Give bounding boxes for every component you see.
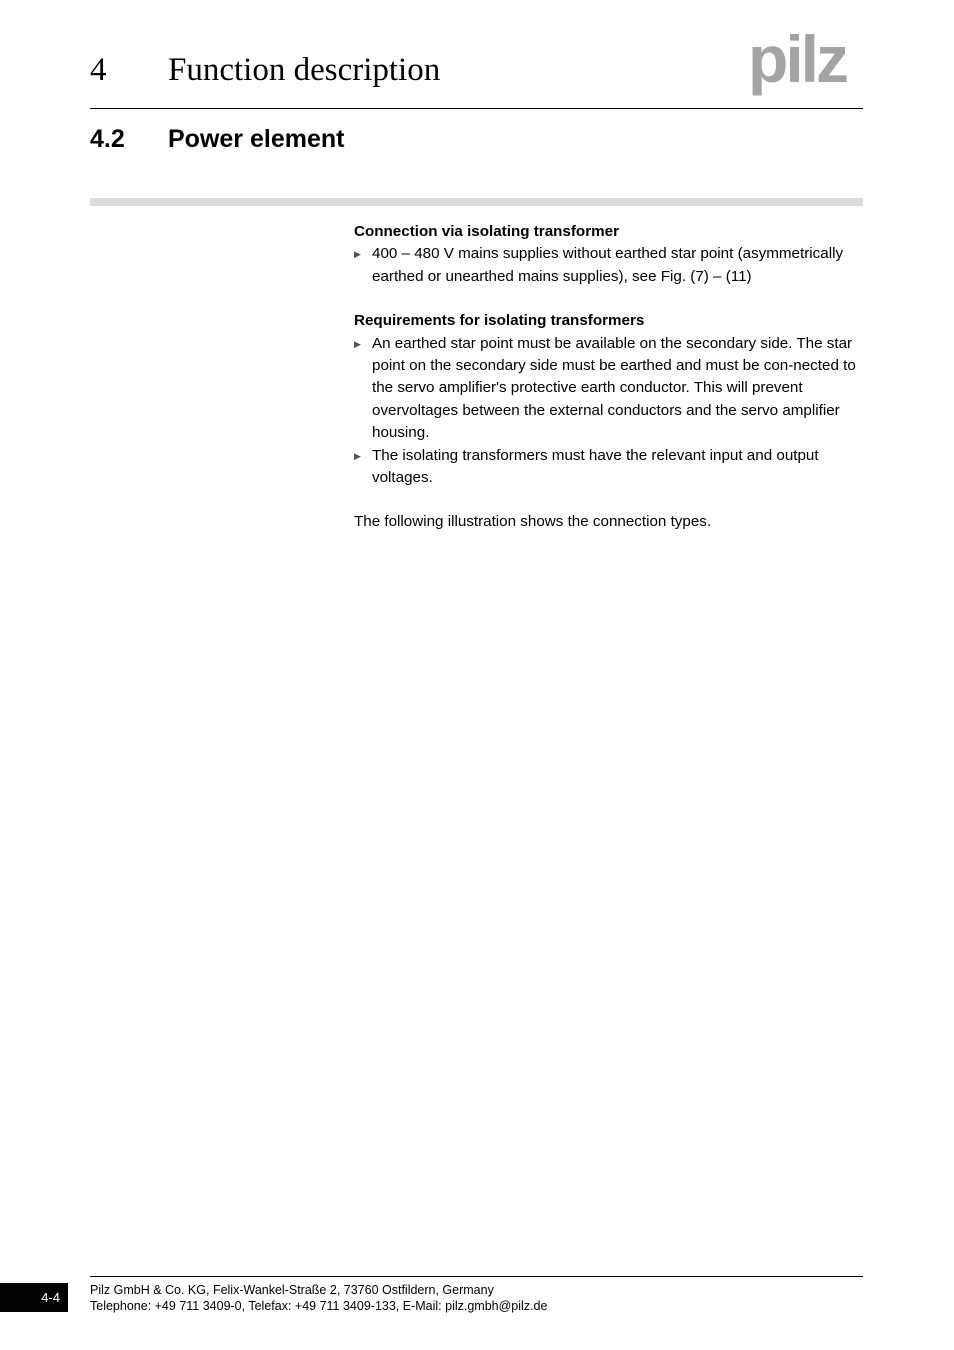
header-rule bbox=[90, 108, 863, 109]
list-item-text: The isolating transformers must have the relevant input and output voltages. bbox=[372, 446, 819, 487]
section-number: 4.2 bbox=[90, 125, 125, 153]
heading-requirements: Requirements for isolating transformers bbox=[354, 312, 645, 330]
chapter-title: Function description bbox=[168, 52, 441, 88]
list-item bbox=[354, 445, 866, 490]
body-content bbox=[354, 221, 866, 534]
closing-paragraph: The following illustration shows the connection types. bbox=[354, 513, 712, 531]
section-title: Power element bbox=[168, 125, 345, 153]
footer-line-1: Pilz GmbH & Co. KG, Felix-Wankel-Straße 2, 73760 Ostfildern, Germany bbox=[90, 1283, 494, 1297]
footer-rule bbox=[90, 1276, 863, 1277]
triangle-right-icon: ▶ bbox=[354, 450, 361, 461]
list-item-text: An earthed star point must be available on the secondary side. The star point on the secondary side must be earthed and must be con-nected to the servo amplifier's protective earth conductor. This will prevent overvoltages between the external conductors and the servo amplifier housing. bbox=[372, 334, 856, 442]
section-divider bbox=[90, 198, 863, 206]
triangle-right-icon: ▶ bbox=[354, 338, 361, 349]
bullet-list-requirements bbox=[354, 333, 866, 490]
footer-address bbox=[90, 1282, 547, 1314]
list-item-text: 400 – 480 V mains supplies without earthed star point (asymmetrically earthed or unearthed mains supplies), see Fig. (7) – (11) bbox=[372, 245, 844, 285]
list-item bbox=[354, 243, 866, 288]
footer-line-2: Telephone: +49 711 3409-0, Telefax: +49 711 3409-133, E-Mail: pilz.gmbh@pilz.de bbox=[90, 1299, 548, 1313]
bullet-list-connection bbox=[354, 243, 866, 288]
triangle-right-icon: ▶ bbox=[354, 249, 361, 260]
pilz-logo: pilz bbox=[748, 22, 846, 96]
page-number: 4-4 bbox=[0, 1283, 68, 1312]
list-item bbox=[354, 333, 866, 445]
heading-connection: Connection via isolating transformer bbox=[354, 223, 619, 240]
chapter-number: 4 bbox=[90, 52, 107, 88]
